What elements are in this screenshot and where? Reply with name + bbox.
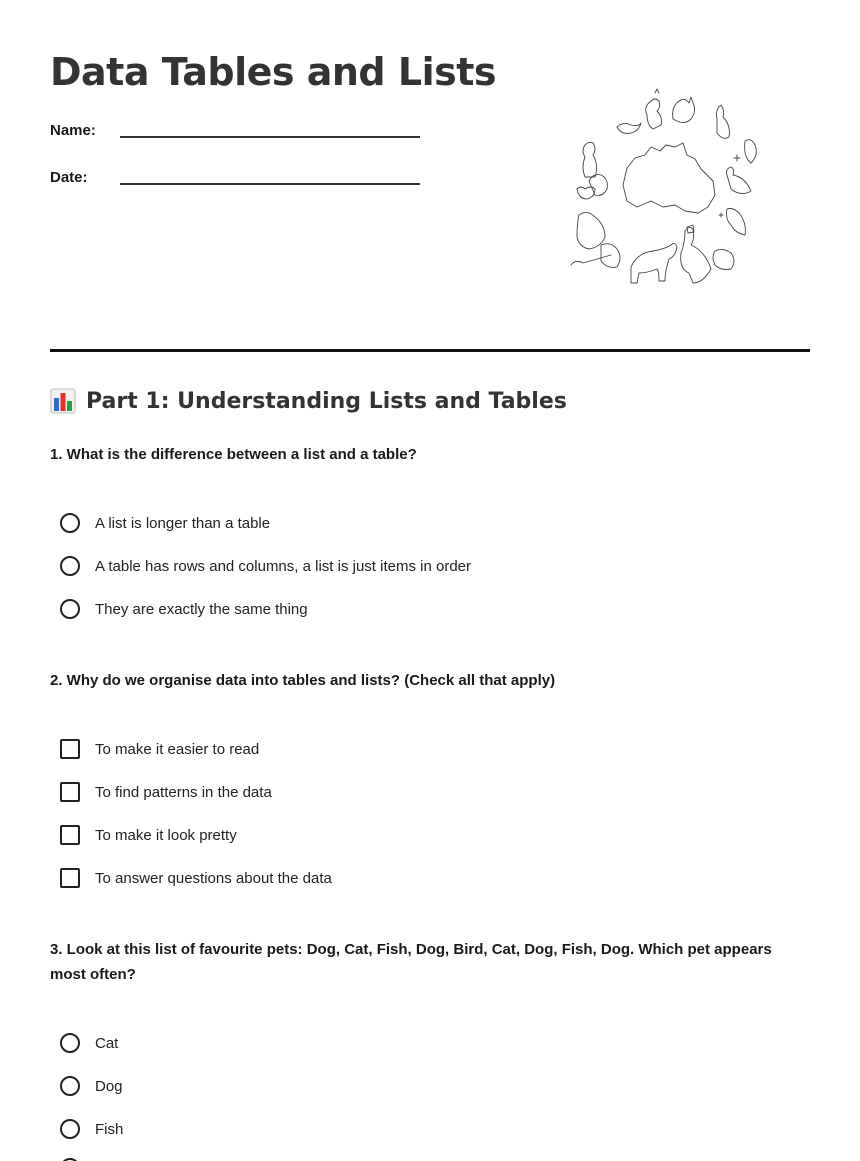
checkbox[interactable]: [60, 868, 80, 888]
q3-option-2[interactable]: [60, 1073, 123, 1099]
name-label: Name:: [50, 122, 96, 139]
q2-option-1[interactable]: [60, 736, 259, 762]
name-field: [50, 122, 430, 152]
question-1: 1. What is the difference between a list and a table?: [50, 446, 417, 463]
radio-button[interactable]: [60, 513, 80, 533]
q3-option-1[interactable]: [60, 1030, 118, 1056]
q3-option-4-partial[interactable]: [60, 1150, 80, 1161]
option-label: To answer questions about the data: [95, 869, 332, 887]
option-label: Cat: [95, 1034, 119, 1052]
option-label: A table has rows and columns, a list is just items in order: [95, 557, 471, 575]
q2-option-3[interactable]: [60, 822, 237, 848]
checkbox[interactable]: [60, 825, 80, 845]
date-label: Date:: [50, 169, 88, 186]
radio-button[interactable]: [60, 1033, 80, 1053]
bar-chart-icon: [50, 388, 76, 414]
q1-option-2[interactable]: [60, 553, 471, 579]
q2-option-2[interactable]: [60, 779, 272, 805]
option-label: To find patterns in the data: [95, 783, 272, 801]
q1-option-3[interactable]: [60, 596, 308, 622]
option-label: To make it look pretty: [95, 826, 237, 844]
worksheet-title: Data Tables and Lists: [50, 50, 497, 94]
checkbox[interactable]: [60, 782, 80, 802]
header-divider: [50, 349, 810, 352]
option-label: They are exactly the same thing: [95, 600, 308, 618]
checkbox[interactable]: [60, 739, 80, 759]
q1-option-1[interactable]: [60, 510, 270, 536]
question-2: 2. Why do we organise data into tables and lists? (Check all that apply): [50, 672, 556, 689]
name-underline: [120, 136, 420, 138]
date-underline: [120, 183, 420, 185]
radio-button[interactable]: [60, 1076, 80, 1096]
option-label: A list is longer than a table: [95, 514, 271, 532]
section-heading-text: Part 1: Understanding Lists and Tables: [86, 388, 567, 414]
option-label: Dog: [95, 1077, 123, 1095]
option-label: Fish: [95, 1120, 124, 1138]
name-input[interactable]: [120, 118, 424, 138]
radio-button[interactable]: [60, 599, 80, 619]
date-field: [50, 169, 430, 199]
date-input[interactable]: [120, 165, 424, 185]
option-label: To make it easier to read: [95, 740, 260, 758]
section-heading: [50, 388, 567, 414]
radio-button[interactable]: [60, 556, 80, 576]
q2-option-4[interactable]: [60, 865, 332, 891]
australia-animals-illustration: [565, 85, 770, 290]
q3-option-3[interactable]: [60, 1116, 123, 1142]
radio-button[interactable]: [60, 1119, 80, 1139]
question-3: 3. Look at this list of favourite pets: Dog, Cat, Fish, Dog, Bird, Cat, Dog, Fish, Dog. Which pet appears most often?: [50, 941, 772, 983]
